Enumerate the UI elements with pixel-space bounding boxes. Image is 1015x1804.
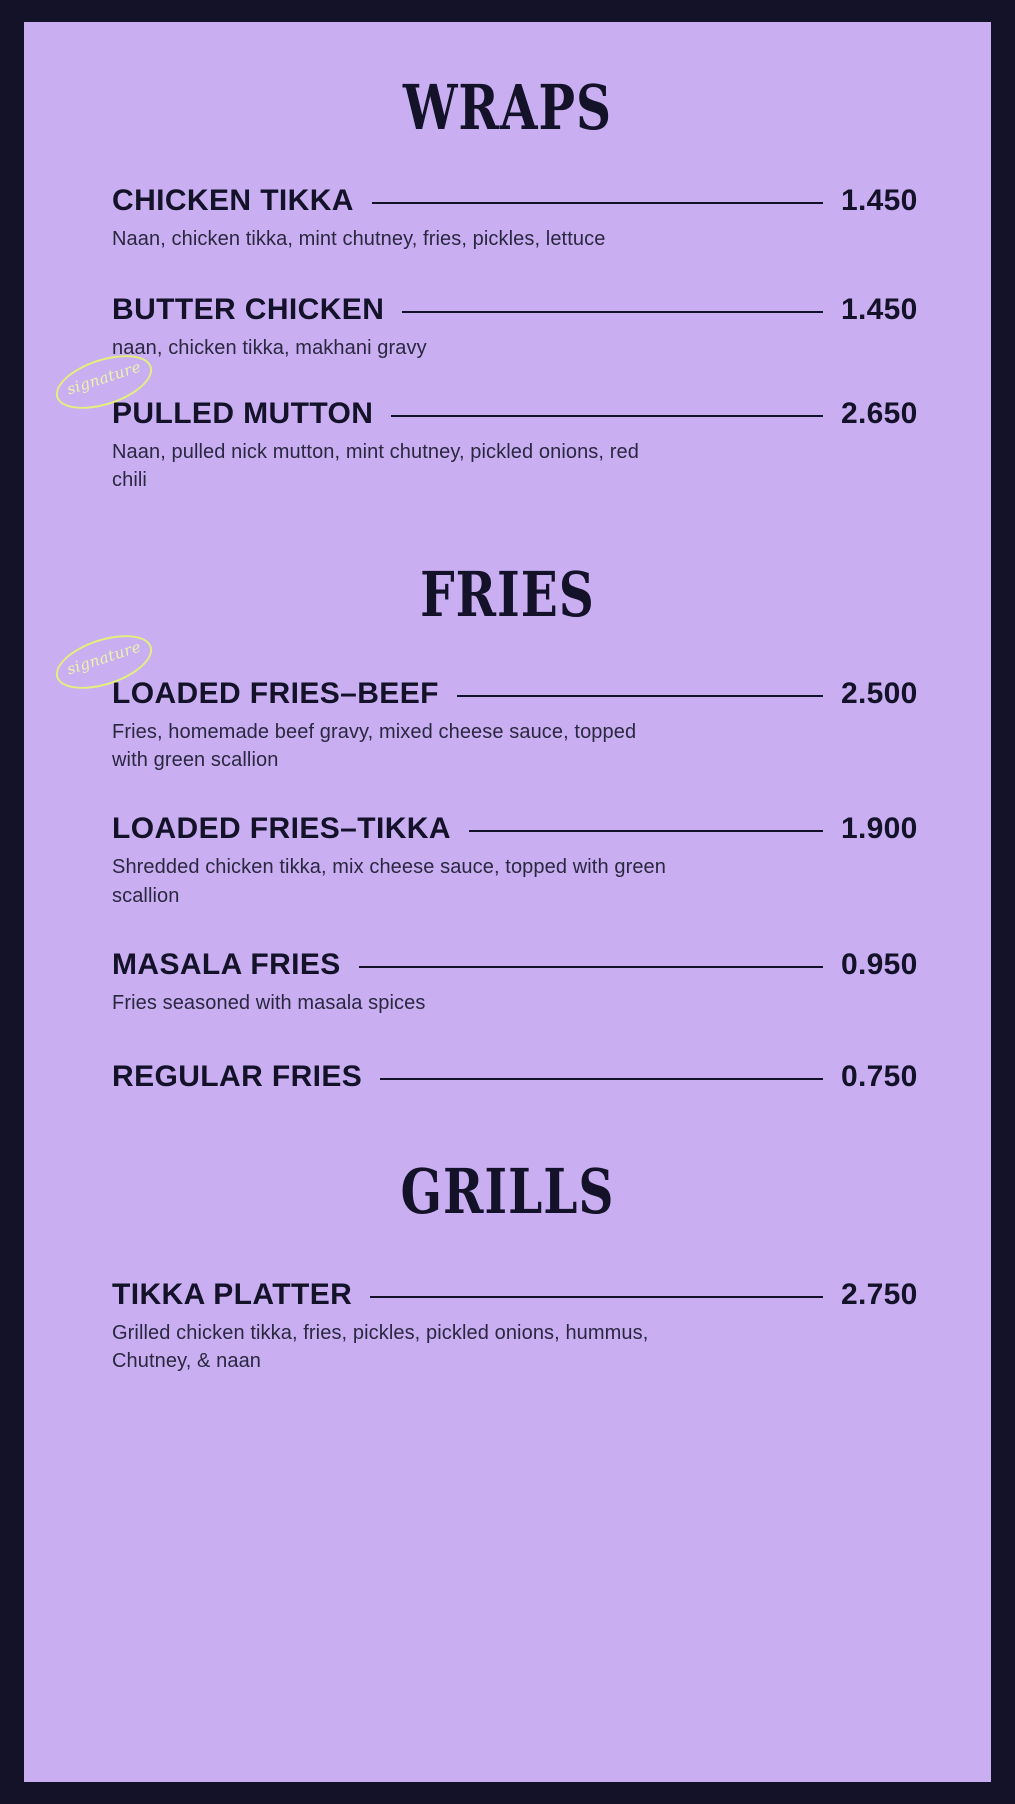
menu-item-head: [112, 1060, 951, 1094]
menu-item-price: 0.750: [841, 1059, 918, 1093]
menu-item[interactable]: [112, 948, 951, 1017]
menu-item-price: 2.750: [841, 1277, 918, 1311]
menu-item-description: Naan, pulled nick mutton, mint chutney, pickled onions, red chili: [112, 440, 639, 492]
leader-line: [370, 1296, 823, 1298]
menu-item-name: PULLED MUTTON: [112, 396, 374, 430]
menu-item-name: LOADED FRIES–TIKKA: [112, 812, 451, 846]
menu-item[interactable]: [64, 637, 951, 775]
menu-page: [24, 22, 991, 1782]
leader-line: [359, 966, 823, 968]
menu-item-head: [112, 397, 951, 431]
menu-item[interactable]: [112, 184, 951, 253]
menu-item-head: [112, 948, 951, 982]
menu-item-price: 2.500: [841, 676, 918, 710]
section-title-grills-wrap: [24, 1153, 991, 1228]
section-title-wraps-wrap: [24, 70, 991, 144]
menu-item-price: 1.450: [841, 293, 918, 327]
menu-item[interactable]: [112, 1278, 951, 1376]
leader-line: [469, 830, 823, 832]
leader-line: [402, 311, 823, 313]
menu-item-price: 1.900: [841, 812, 918, 846]
menu-item-price: 2.650: [841, 396, 918, 430]
menu-item-head: [112, 812, 951, 846]
menu-item-description: Shredded chicken tikka, mix cheese sauce, topped with green scallion: [112, 856, 666, 907]
leader-line: [457, 695, 823, 697]
section-title-fries-wrap: [24, 556, 991, 631]
menu-item-description: naan, chicken tikka, makhani gravy: [112, 337, 427, 360]
leader-line: [391, 415, 823, 417]
menu-item-price: 0.950: [841, 948, 918, 982]
menu-item-name: REGULAR FRIES: [112, 1059, 363, 1093]
menu-item-description: Fries, homemade beef gravy, mixed cheese sauce, topped with green scallion: [112, 720, 637, 771]
section-title-grills: GRILLS: [400, 1153, 615, 1228]
menu-item-description: Naan, chicken tikka, mint chutney, fries, pickles, lettuce: [112, 228, 606, 250]
signature-label: signature: [64, 637, 144, 679]
menu-item[interactable]: [112, 293, 951, 362]
section-title-wraps: WRAPS: [402, 70, 613, 144]
menu-item-name: BUTTER CHICKEN: [112, 293, 385, 327]
menu-item[interactable]: [112, 1060, 951, 1094]
menu-item-head: [112, 1278, 951, 1312]
menu-item-name: CHICKEN TIKKA: [112, 184, 354, 217]
leader-line: [380, 1078, 823, 1080]
signature-label: signature: [64, 357, 144, 399]
menu-items-fries: [24, 637, 991, 1094]
leader-line: [372, 202, 823, 204]
menu-section-grills: [24, 1153, 991, 1376]
menu-item-price: 1.450: [841, 184, 918, 217]
menu-items-wraps: [24, 184, 991, 495]
menu-section-fries: [24, 556, 991, 1094]
menu-item-head: [112, 677, 951, 711]
menu-items-grills: [24, 1278, 991, 1376]
menu-item-head: [112, 293, 951, 327]
menu-item-description: Grilled chicken tikka, fries, pickles, pickled onions, hummus, Chutney, & naan: [112, 1321, 649, 1372]
menu-item-head: [112, 184, 951, 218]
menu-item[interactable]: [112, 812, 951, 910]
menu-item-description: Fries seasoned with masala spices: [112, 992, 426, 1015]
menu-item[interactable]: [64, 357, 951, 495]
menu-item-name: MASALA FRIES: [112, 948, 341, 982]
menu-item-name: LOADED FRIES–BEEF: [112, 676, 439, 710]
menu-section-wraps: [24, 70, 991, 495]
menu-item-name: TIKKA PLATTER: [112, 1277, 353, 1311]
section-title-fries: FRIES: [420, 556, 595, 631]
